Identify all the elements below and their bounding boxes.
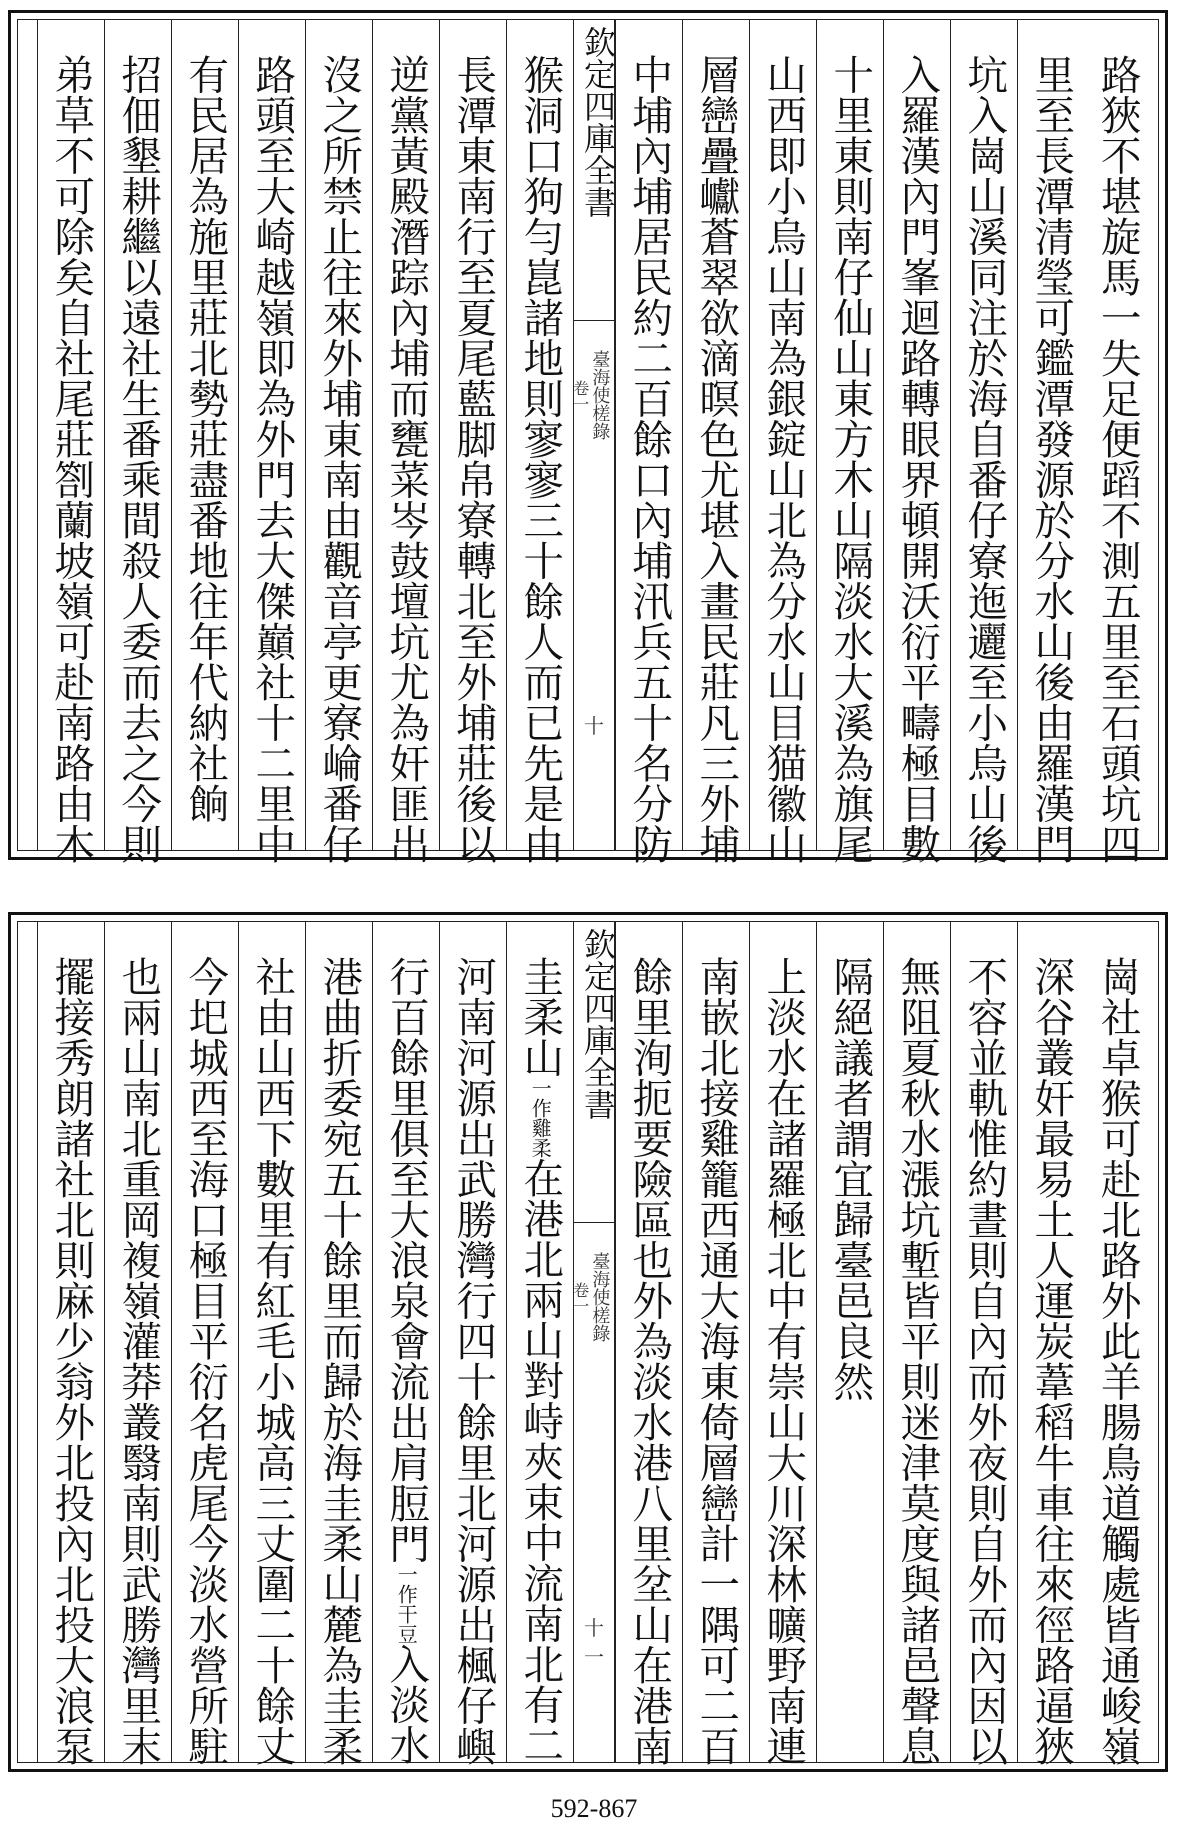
text-column-left-7 xyxy=(104,20,171,864)
column-text-main: 河南河源出武勝灣行四十餘里北河源出楓仔嶼 xyxy=(449,956,498,1766)
center-fold-strip xyxy=(570,922,617,1762)
page-code: 592-867 xyxy=(550,1794,638,1823)
column-text-main: 社由山西下數里有紅毛小城高三丈圍二十餘丈 xyxy=(248,956,297,1766)
text-column-right-4 xyxy=(883,922,950,1766)
text-column-left-2 xyxy=(439,922,506,1766)
column-text: 層巒疊巘蒼翠欲滴暝色尤堪入畫民莊凡三外埔 xyxy=(692,54,741,864)
text-column-left-2 xyxy=(439,20,506,864)
text-column-left-1 xyxy=(506,20,573,864)
text-column-left-4 xyxy=(305,20,372,864)
volume-label: 卷一 xyxy=(570,380,590,412)
page-number: 十 xyxy=(584,714,604,738)
text-column-right-8 xyxy=(615,20,682,864)
column-text-main: 也兩山南北重岡複嶺灌莽叢翳南則武勝灣里末 xyxy=(114,956,163,1766)
column-text: 弟草不可除矣自社尾莊劄蘭坡嶺可赴南路由木 xyxy=(47,54,96,864)
text-column-right-2 xyxy=(1017,20,1084,864)
text-column-left-8 xyxy=(37,20,104,864)
column-text xyxy=(518,956,563,1765)
text-column-right-4 xyxy=(883,20,950,864)
column-text-main: 圭柔山 xyxy=(516,956,565,1078)
column-text: 無阻夏秋水漲坑塹皆平則迷津莫度與諸邑聲息 xyxy=(893,956,942,1766)
text-column-left-6 xyxy=(171,922,238,1766)
text-column-right-3 xyxy=(950,922,1017,1766)
column-text: 深谷叢奸最易土人運炭葦稻牛車往來徑路逼狹 xyxy=(1027,956,1076,1766)
bottom-page-panel xyxy=(8,912,1168,1772)
column-text: 招佃墾耕繼以遠社生番乘間殺人委而去之今則 xyxy=(114,54,163,864)
column-text: 山西即小烏山南為銀錠山北為分水山目猫徽山 xyxy=(759,54,808,864)
column-text: 路狹不堪旋馬一失足便蹈不測五里至石頭坑四 xyxy=(1093,54,1142,864)
center-fold-strip xyxy=(570,20,617,850)
text-column-left-1 xyxy=(506,922,573,1765)
column-text xyxy=(183,956,228,1766)
column-text: 崗社卓猴可赴北路外此羊腸鳥道觸處皆通峻嶺 xyxy=(1093,956,1142,1766)
inline-annotation: 一作雞柔 xyxy=(528,1077,553,1158)
text-column-right-7 xyxy=(682,20,749,864)
text-column-right-6 xyxy=(749,20,816,864)
column-text xyxy=(317,956,362,1766)
column-text: 上淡水在諸羅極北中有崇山大川深林曠野南連 xyxy=(759,956,808,1766)
column-text xyxy=(384,956,429,1765)
column-text-main: 今圯城西至海口極目平衍名虎尾今淡水營所駐 xyxy=(181,956,230,1766)
fish-tail-mark xyxy=(574,320,614,351)
column-text: 沒之所禁止往來外埔東南由觀音亭更寮崘番仔 xyxy=(315,54,364,864)
text-column-right-5 xyxy=(816,20,883,864)
text-column-right-6 xyxy=(749,922,816,1766)
header-title: 欽定四庫全書 xyxy=(579,26,617,218)
column-text: 坑入崗山溪同注於海自番仔寮迤邐至小烏山後 xyxy=(960,54,1009,864)
column-text-continued: 入淡水 xyxy=(382,1643,431,1765)
page-number: 十一 xyxy=(584,1616,604,1669)
column-text: 猴洞口狗勻崑諸地則寥寥三十餘人而已先是由 xyxy=(516,54,565,864)
book-title: 臺海使槎錄 xyxy=(589,1252,611,1342)
column-text: 長潭東南行至夏尾藍脚帛寮轉北至外埔莊後以 xyxy=(449,54,498,864)
header-title: 欽定四庫全書 xyxy=(579,928,617,1120)
text-column-left-5 xyxy=(238,20,305,864)
text-column-left-8 xyxy=(37,922,104,1766)
text-column-right-5 xyxy=(816,922,883,1762)
text-column-right-1 xyxy=(1084,20,1151,864)
column-text: 逆黨黃殿潛踪內埔而甕菜岑鼓壇坑尤為奸匪出 xyxy=(382,54,431,864)
text-column-left-5 xyxy=(238,922,305,1766)
inline-annotation: 一作干豆 xyxy=(394,1563,419,1644)
column-text xyxy=(250,956,295,1766)
column-text: 入羅漢內門峯迴路轉眼界頓開沃衍平疇極目數 xyxy=(893,54,942,864)
column-text-main: 行百餘里俱至大浪泉會流出肩脰門 xyxy=(382,956,431,1564)
column-text: 里至長潭清瑩可鑑潭發源於分水山後由羅漢門 xyxy=(1027,54,1076,864)
text-column-left-7 xyxy=(104,922,171,1766)
text-column-left-3 xyxy=(372,922,439,1765)
text-column-right-3 xyxy=(950,20,1017,864)
column-text xyxy=(49,956,94,1766)
text-column-right-7 xyxy=(682,922,749,1766)
text-column-left-3 xyxy=(372,20,439,864)
text-column-right-2 xyxy=(1017,922,1084,1766)
column-text xyxy=(451,956,496,1766)
text-column-right-8 xyxy=(615,922,682,1766)
fish-tail-mark xyxy=(574,1222,614,1253)
top-page-frame xyxy=(17,19,1159,864)
column-text: 路頭至大崎越嶺即為外門去大傑巔社十二里中 xyxy=(248,54,297,864)
text-column-right-1 xyxy=(1084,922,1151,1766)
column-text-main: 港曲折委宛五十餘里而歸於海圭柔山麓為圭柔 xyxy=(315,956,364,1766)
text-column-left-6 xyxy=(171,20,238,850)
column-text-main: 擺接秀朗諸社北則麻少翁外北投內北投大浪泵 xyxy=(47,956,96,1766)
book-title: 臺海使槎錄 xyxy=(589,350,611,440)
column-text: 不容並軌惟約晝則自內而外夜則自外而內因以 xyxy=(960,956,1009,1766)
column-text xyxy=(116,956,161,1766)
column-text-continued: 在港北兩山對峙夾束中流南北有二 xyxy=(516,1157,565,1765)
text-column-left-4 xyxy=(305,922,372,1766)
column-text: 中埔內埔居民約二百餘口內埔汛兵五十名分防 xyxy=(625,54,674,864)
bottom-page-frame xyxy=(17,921,1159,1766)
column-text: 有民居為施里莊北勢莊盡番地往年代納社餉 xyxy=(181,54,230,824)
column-text: 隔絕議者謂宜歸臺邑良然 xyxy=(826,956,875,1402)
column-text: 十里東則南仔仙山東方木山隔淡水大溪為旗尾 xyxy=(826,54,875,864)
column-text: 南嵌北接雞籠西通大海東倚層巒計一隅可二百 xyxy=(692,956,741,1766)
top-page-panel xyxy=(8,10,1168,864)
volume-label: 卷一 xyxy=(570,1282,590,1314)
column-text: 餘里洵扼要險區也外為淡水港八里坌山在港南 xyxy=(625,956,674,1766)
